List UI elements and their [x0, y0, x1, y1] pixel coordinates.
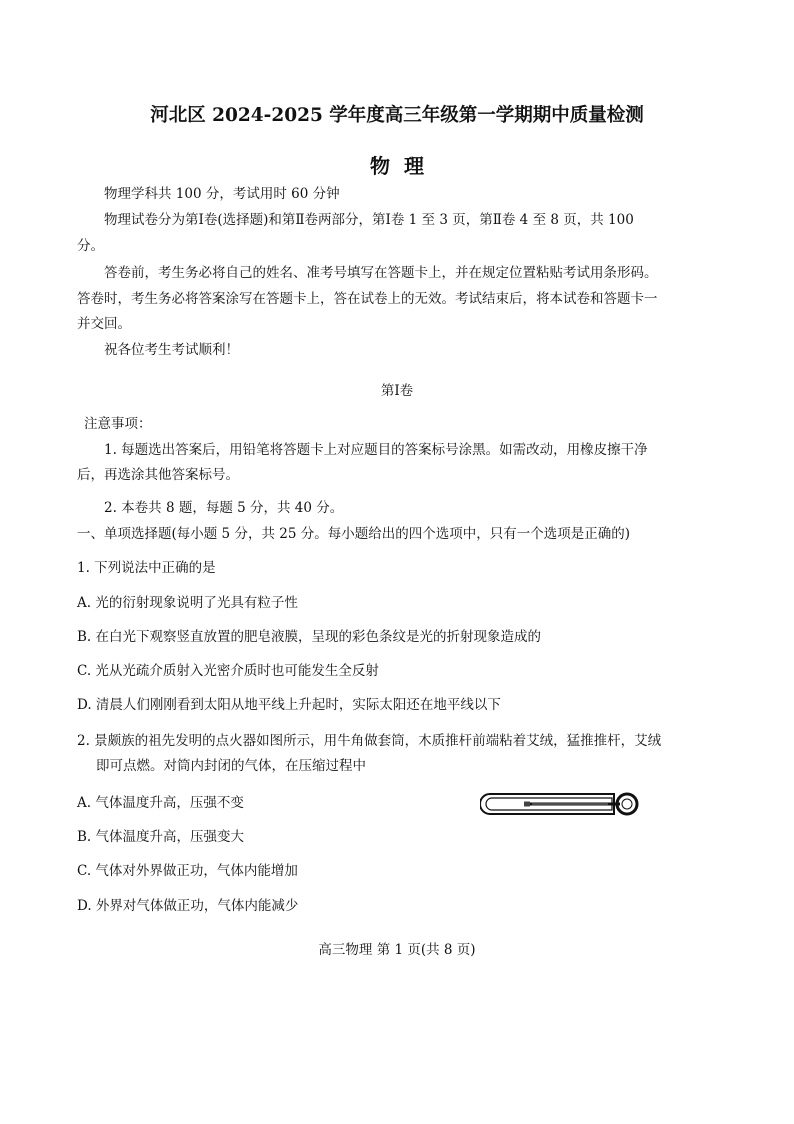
- intro-line-3c: 并交回。: [77, 316, 131, 332]
- intro-line-2a: 物理试卷分为第Ⅰ卷(选择题)和第Ⅱ卷两部分，第Ⅰ卷 1 至 3 页，第Ⅱ卷 4 至 8 页，共 100: [104, 212, 634, 228]
- page-footer: 高三物理 第 1 页(共 8 页): [318, 942, 476, 958]
- question-2-stem: 2. 景颇族的祖先发明的点火器如图所示，用牛角做套筒，木质推杆前端粘着艾绒，猛推推杆，艾绒: [77, 733, 662, 749]
- section-heading: 第Ⅰ卷: [380, 383, 414, 399]
- intro-line-1: 物理学科共 100 分，考试用时 60 分钟: [104, 186, 340, 202]
- question-2-option-b: B. 气体温度升高，压强变大: [77, 829, 245, 845]
- notes-label: 注意事项：: [84, 416, 152, 432]
- subject-title: 物理: [370, 154, 438, 178]
- question-2-stem-cont: 即可点燃。对筒内封闭的气体，在压缩过程中: [96, 758, 366, 774]
- question-1-option-a: A. 光的衍射现象说明了光具有粒子性: [77, 595, 298, 611]
- question-1-option-b: B. 在白光下观察竖直放置的肥皂液膜，呈现的彩色条纹是光的折射现象造成的: [77, 629, 542, 645]
- question-1-option-c: C. 光从光疏介质射入光密介质时也可能发生全反射: [77, 663, 379, 679]
- part-heading: 一、单项选择题(每小题 5 分，共 25 分。每小题给出的四个选项中，只有一个选项是正确的): [77, 526, 630, 542]
- intro-line-4: 祝各位考生考试顺利！: [104, 342, 239, 358]
- note-1b: 后，再选涂其他答案标号。: [77, 467, 239, 483]
- question-2-option-d: D. 外界对气体做正功，气体内能减少: [77, 898, 299, 914]
- intro-line-2b: 分。: [77, 238, 104, 254]
- question-1-stem: 1. 下列说法中正确的是: [77, 560, 216, 576]
- exam-title: 河北区 2024-2025 学年度高三年级第一学期期中质量检测: [150, 105, 644, 126]
- question-1-option-d: D. 清晨人们刚刚看到太阳从地平线上升起时，实际太阳还在地平线以下: [77, 697, 501, 713]
- intro-line-3a: 答卷前，考生务必将自己的姓名、准考号填写在答题卡上，并在规定位置粘贴考试用条形码。: [104, 265, 658, 281]
- question-2-option-a: A. 气体温度升高，压强不变: [77, 795, 244, 811]
- fire-piston-icon: [480, 789, 642, 823]
- question-2-option-c: C. 气体对外界做正功，气体内能增加: [77, 863, 298, 879]
- note-1a: 1. 每题选出答案后，用铅笔将答题卡上对应题目的答案标号涂黑。如需改动，用橡皮擦干净: [104, 442, 648, 458]
- note-2: 2. 本卷共 8 题，每题 5 分，共 40 分。: [104, 500, 344, 516]
- intro-line-3b: 答卷时，考生务必将答案涂写在答题卡上，答在试卷上的无效。考试结束后，将本试卷和答题卡一: [77, 291, 658, 307]
